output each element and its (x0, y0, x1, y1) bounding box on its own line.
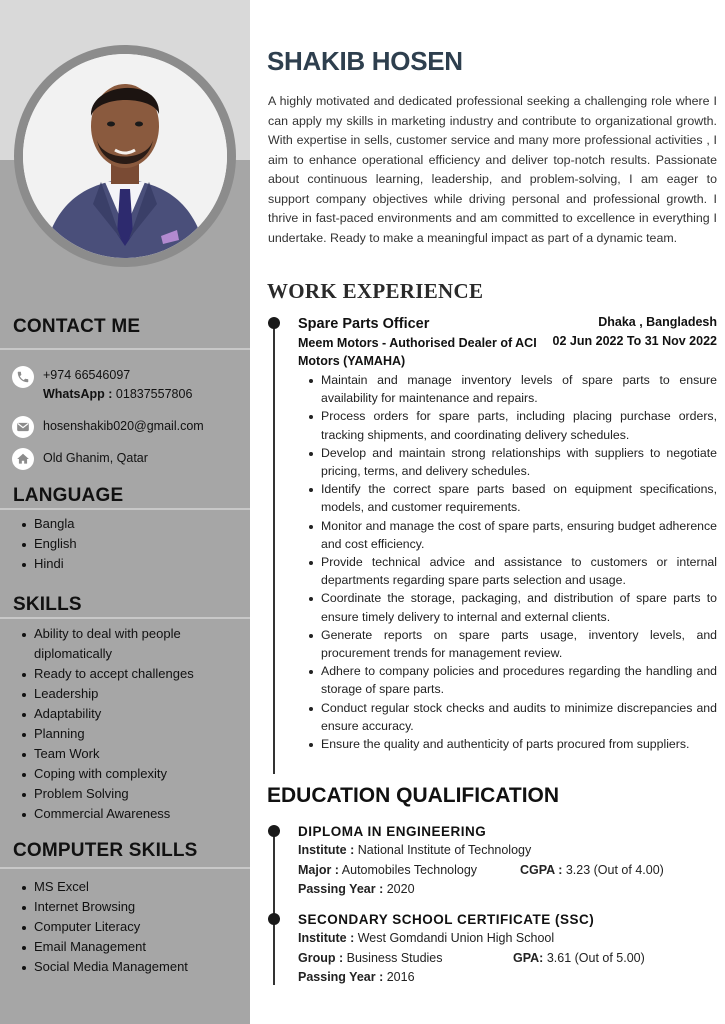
phone-icon (12, 366, 34, 388)
skill-item: Team Work (20, 744, 245, 764)
institute-name: National Institute of Technology (357, 843, 532, 857)
timeline-dot (268, 317, 280, 329)
language-list (20, 514, 245, 574)
passing-year-label: Passing Year : (298, 970, 384, 984)
phone-number[interactable]: +974 66546097 (43, 368, 131, 382)
duty-item: Develop and maintain strong relationships with suppliers to negotiate pricing, terms, and delivery schedules. (307, 444, 717, 480)
group-label: Group : (298, 950, 344, 965)
institute-name: West Gomdandi Union High School (357, 931, 555, 945)
grade-value: 3.61 (Out of 5.00) (546, 950, 645, 965)
skill-item: Ability to deal with people diplomatically (20, 624, 245, 664)
sidebar (0, 0, 250, 1024)
degree-title: SECONDARY SCHOOL CERTIFICATE (SSC) (298, 912, 595, 927)
skill-item: Problem Solving (20, 784, 245, 804)
passing-year-label: Passing Year : (298, 882, 384, 896)
job-location: Dhaka , Bangladesh (598, 315, 717, 329)
contact-heading: CONTACT ME (13, 316, 141, 337)
job-title: Spare Parts Officer (298, 316, 430, 332)
skills-heading: SKILLS (13, 594, 82, 615)
duty-item: Provide technical advice and assistance to customers or internal departments regarding spare parts selection and usage. (307, 553, 717, 589)
education-entry (298, 910, 718, 988)
contact-address-row (12, 448, 148, 470)
divider (0, 508, 250, 510)
grade-label: GPA: (513, 950, 544, 965)
grade-value: 3.23 (Out of 4.00) (565, 862, 664, 877)
skill-item: Leadership (20, 684, 245, 704)
job-dates: 02 Jun 2022 To 31 Nov 2022 (552, 334, 717, 348)
computer-skill-item: MS Excel (20, 877, 245, 897)
whatsapp-number[interactable]: 01837557806 (115, 387, 193, 401)
duty-item: Maintain and manage inventory levels of spare parts to ensure availability for maintenance and repairs. (307, 371, 717, 407)
institute-label: Institute : (298, 931, 355, 945)
mail-icon (12, 416, 34, 438)
language-item: Bangla (20, 514, 245, 534)
profile-summary: A highly motivated and dedicated professional seeking a challenging role where I can apply my skills in marketing industry and contribute to organizational growth. With expertise in sells, customer service and many more professional activities , I aim to enhance operational efficiency and deliver top-notch results. Passionate about continuous learning, leadership, and problem-solving, I am eager to support company objectives while driving personal and professional growth. I thrive in fast-paced environments and am committed to excellence in everything I undertake. Ready to make a meaningful impact as part of a dynamic team. (268, 94, 717, 245)
skill-item: Planning (20, 724, 245, 744)
duty-item: Conduct regular stock checks and audits to minimize discrepancies and ensure accuracy. (307, 699, 717, 735)
timeline-line (273, 830, 275, 985)
language-heading: LANGUAGE (13, 485, 124, 506)
education-heading: EDUCATION QUALIFICATION (267, 784, 560, 807)
timeline-dot (268, 825, 280, 837)
duty-item: Adhere to company policies and procedures regarding the handling and storage of spare parts. (307, 662, 717, 698)
profile-photo (23, 54, 227, 258)
duty-item: Generate reports on spare parts usage, inventory levels, and procurement trends for management review. (307, 626, 717, 662)
duty-item: Monitor and manage the cost of spare parts, ensuring budget adherence and cost efficiency. (307, 517, 717, 553)
major-label: Major : (298, 862, 339, 877)
divider (0, 617, 250, 619)
skill-item: Coping with complexity (20, 764, 245, 784)
group-value: Business Studies (346, 950, 443, 965)
skills-list (20, 624, 245, 824)
whatsapp-label: WhatsApp : (43, 387, 113, 401)
passing-year: 2020 (386, 882, 415, 896)
institute-label: Institute : (298, 843, 355, 857)
skill-item: Ready to accept challenges (20, 664, 245, 684)
contact-email-row (12, 416, 204, 438)
duty-item: Coordinate the storage, packaging, and distribution of spare parts to ensure timely delivery to internal and external clients. (307, 589, 717, 625)
language-item: English (20, 534, 245, 554)
major-value: Automobiles Technology (341, 862, 478, 877)
duty-item: Ensure the quality and authenticity of parts procured from suppliers. (307, 735, 717, 753)
computer-skills-heading: COMPUTER SKILLS (13, 840, 198, 861)
candidate-name: SHAKIB HOSEN (267, 46, 463, 76)
job-company: Meem Motors - Authorised Dealer of ACI Motors (YAMAHA) (298, 336, 537, 368)
degree-title: DIPLOMA IN ENGINEERING (298, 824, 487, 839)
work-experience-heading: WORK EXPERIENCE (267, 279, 484, 303)
skill-item: Adaptability (20, 704, 245, 724)
contact-phone-row (12, 366, 192, 404)
divider (0, 348, 250, 350)
divider (0, 867, 250, 869)
job-duties-list (307, 371, 717, 753)
home-icon (12, 448, 34, 470)
computer-skills-list (20, 877, 245, 977)
duty-item: Identify the correct spare parts based on equipment specifications, models, and customer requirements. (307, 480, 717, 516)
timeline-dot (268, 913, 280, 925)
timeline-line (273, 322, 275, 774)
email-address[interactable]: hosenshakib020@gmail.com (43, 419, 204, 433)
computer-skill-item: Email Management (20, 937, 245, 957)
duty-item: Process orders for spare parts, including placing purchase orders, tracking shipments, and coordinating delivery schedules. (307, 407, 717, 443)
skill-item: Commercial Awareness (20, 804, 245, 824)
computer-skill-item: Social Media Management (20, 957, 245, 977)
address: Old Ghanim, Qatar (43, 451, 148, 465)
passing-year: 2016 (386, 970, 415, 984)
grade-label: CGPA : (520, 862, 563, 877)
language-item: Hindi (20, 554, 245, 574)
computer-skill-item: Internet Browsing (20, 897, 245, 917)
education-entry (298, 822, 718, 900)
computer-skill-item: Computer Literacy (20, 917, 245, 937)
